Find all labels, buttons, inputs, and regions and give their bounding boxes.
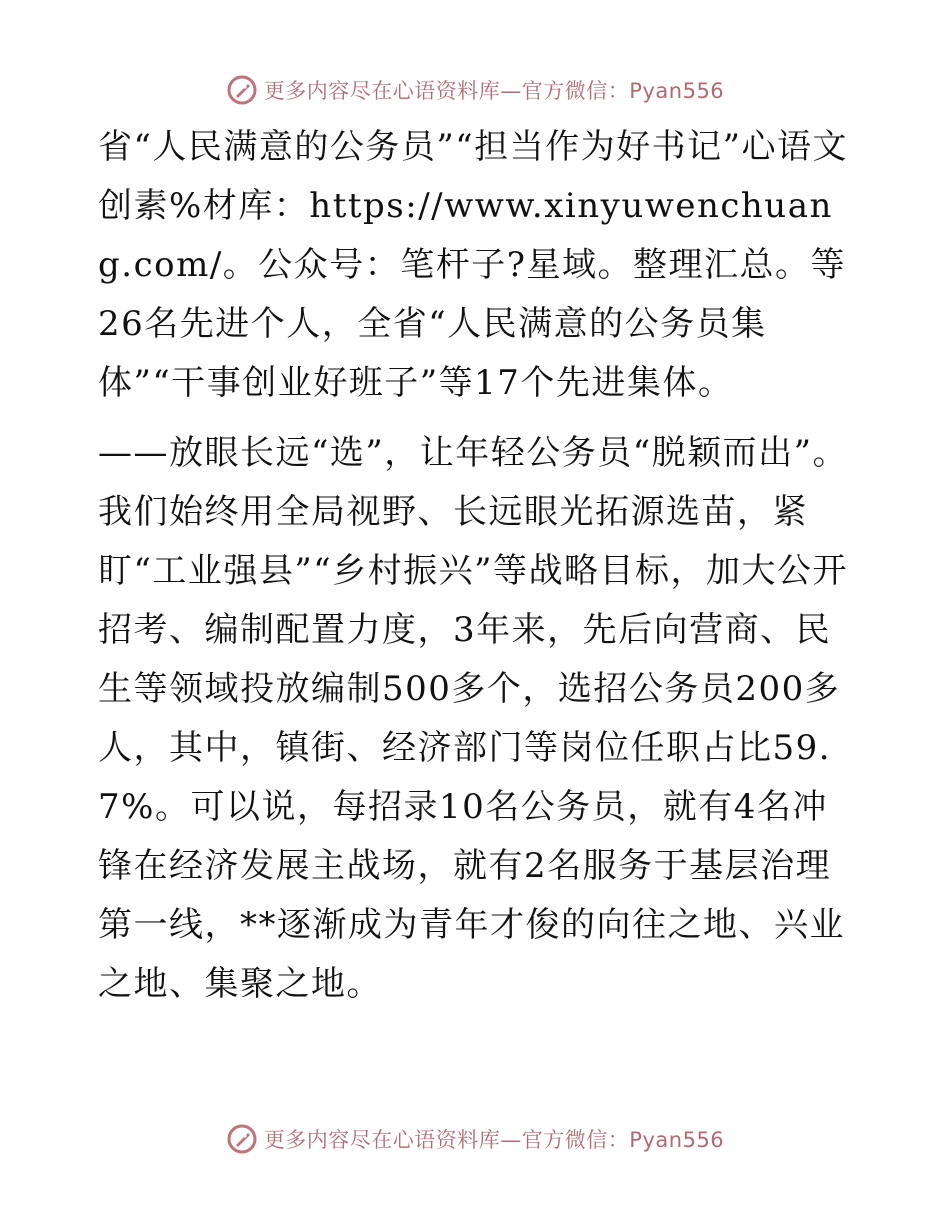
pen-nib-logo-icon bbox=[226, 74, 258, 106]
footer-banner bbox=[0, 1119, 950, 1159]
paragraph-2: ——放眼长远“选”，让年轻公务员“脱颖而出”。我们始终用全局视野、长远眼光拓源选苗，紧盯“工业强县”“乡村振兴”等战略目标，加大公开招考、编制配置力度，3年来，先后向营商、民生等领域投放编制500多个，选招公务员200多人，其中，镇街、经济部门等岗位任职占比59.7%。可以说，每招录10名公务员，就有4名冲锋在经济发展主战场，就有2名服务于基层治理第一线，**逐渐成为青年才俊的向往之地、兴业之地、集聚之地。 bbox=[98, 433, 849, 1004]
banner-text: 更多内容尽在心语资料库—官方微信：Pyan556 bbox=[263, 1128, 725, 1152]
pen-nib-logo-icon bbox=[226, 1123, 258, 1155]
paragraph-1: 省“人民满意的公务员”“担当作为好书记”心语文创素%材库：https://www.xinyuwenchuang.com/。公众号：笔杆子?星域。整理汇总。等26名先进个人，全省“人民满意的公务员集体”“干事创业好班子”等17个先进集体。 bbox=[98, 127, 849, 403]
document-body bbox=[98, 118, 858, 1014]
banner-text: 更多内容尽在心语资料库—官方微信：Pyan556 bbox=[263, 79, 725, 103]
header-banner bbox=[0, 70, 950, 110]
